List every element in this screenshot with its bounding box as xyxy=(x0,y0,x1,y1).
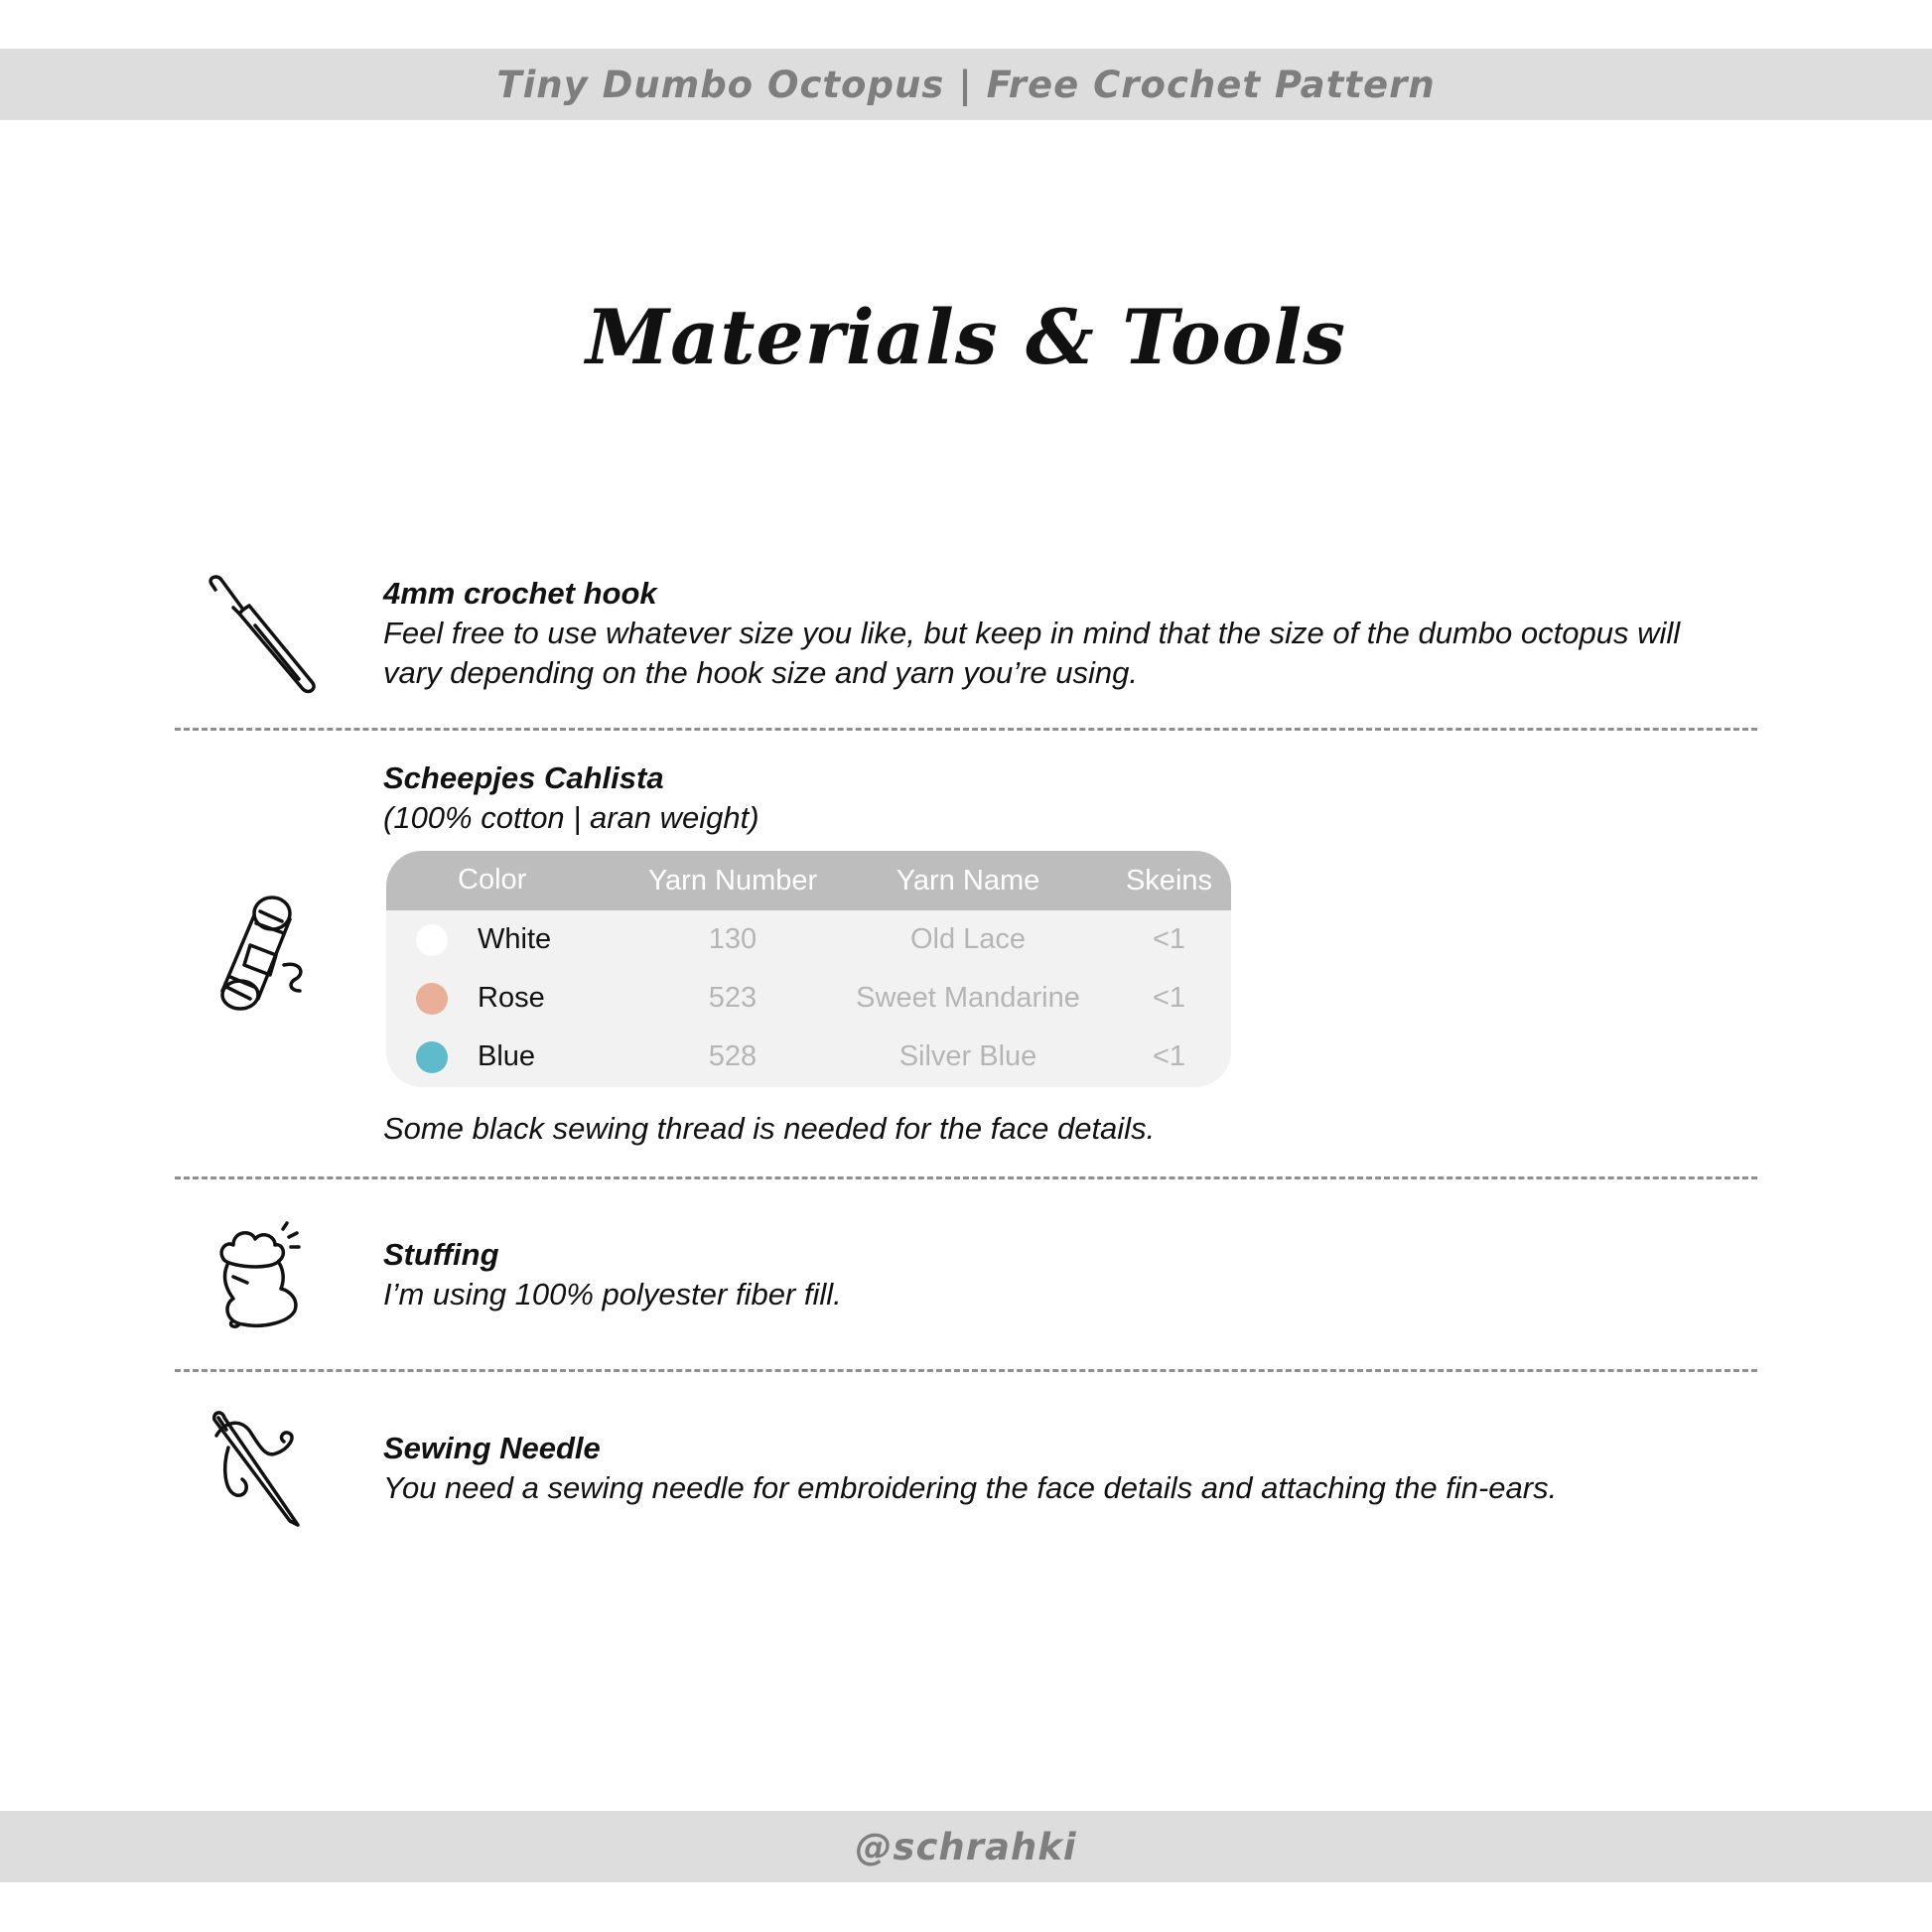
row-color: White xyxy=(478,923,552,955)
color-swatch-white xyxy=(416,924,448,956)
yarn-note-block xyxy=(383,1109,1763,1149)
row-color: Blue xyxy=(478,1040,536,1072)
col-skeins-header: Skeins xyxy=(1125,864,1213,897)
yarn-table xyxy=(386,851,1231,1087)
yarn-note: Some black sewing thread is needed for the face details. xyxy=(383,1111,1156,1146)
row-name: Old Lace xyxy=(909,923,1027,955)
section-divider xyxy=(175,728,1757,731)
yarn-subheading: (100% cotton | aran weight) xyxy=(383,800,759,835)
row-skeins: <1 xyxy=(1152,1040,1186,1072)
header-band xyxy=(0,49,1932,120)
crochet-hook-icon xyxy=(204,574,323,703)
footer-band xyxy=(0,1811,1932,1882)
table-row xyxy=(386,969,1231,1028)
col-number-header: Yarn Number xyxy=(647,864,818,897)
yarn-table-header xyxy=(386,851,1231,910)
section-divider xyxy=(175,1369,1757,1372)
color-swatch-rose xyxy=(416,983,448,1015)
col-color-header: Color xyxy=(458,864,527,896)
page-title: Materials & Tools xyxy=(585,293,1347,381)
needle-desc: You need a sewing needle for embroidering the face details and attaching the fin-ears. xyxy=(383,1470,1558,1505)
table-row xyxy=(386,910,1231,969)
footer-handle[interactable]: @schrahki xyxy=(855,1825,1077,1868)
hook-desc-line-2: vary depending on the hook size and yarn you’re using. xyxy=(383,655,1138,690)
yarn-section xyxy=(383,759,1763,838)
sewing-needle-icon xyxy=(207,1408,326,1537)
section-divider xyxy=(175,1176,1757,1179)
yarn-heading: Scheepjes Cahlista xyxy=(383,760,664,795)
header-text: Tiny Dumbo Octopus | Free Crochet Pattern xyxy=(496,63,1436,106)
hook-heading: 4mm crochet hook xyxy=(383,576,657,611)
hook-section xyxy=(383,574,1763,693)
row-number: 528 xyxy=(708,1040,758,1072)
col-name-header: Yarn Name xyxy=(896,864,1040,897)
hook-desc-line-1: Feel free to use whatever size you like, but keep in mind that the size of the dumbo octopus will xyxy=(383,616,1681,650)
row-name: Sweet Mandarine xyxy=(856,982,1080,1014)
row-skeins: <1 xyxy=(1152,923,1186,955)
table-row xyxy=(386,1028,1231,1086)
row-name: Silver Blue xyxy=(898,1040,1037,1072)
stuffing-heading: Stuffing xyxy=(383,1237,499,1272)
stuffing-bag-icon xyxy=(213,1219,333,1348)
stuffing-desc: I’m using 100% polyester fiber fill. xyxy=(383,1277,842,1311)
needle-section xyxy=(383,1429,1763,1508)
row-color: Rose xyxy=(478,982,545,1014)
color-swatch-blue xyxy=(416,1041,448,1073)
row-skeins: <1 xyxy=(1152,982,1186,1014)
stuffing-section xyxy=(383,1235,1763,1314)
yarn-skein-icon xyxy=(210,892,330,1021)
needle-heading: Sewing Needle xyxy=(383,1431,601,1465)
row-number: 130 xyxy=(708,923,758,955)
row-number: 523 xyxy=(708,982,758,1014)
